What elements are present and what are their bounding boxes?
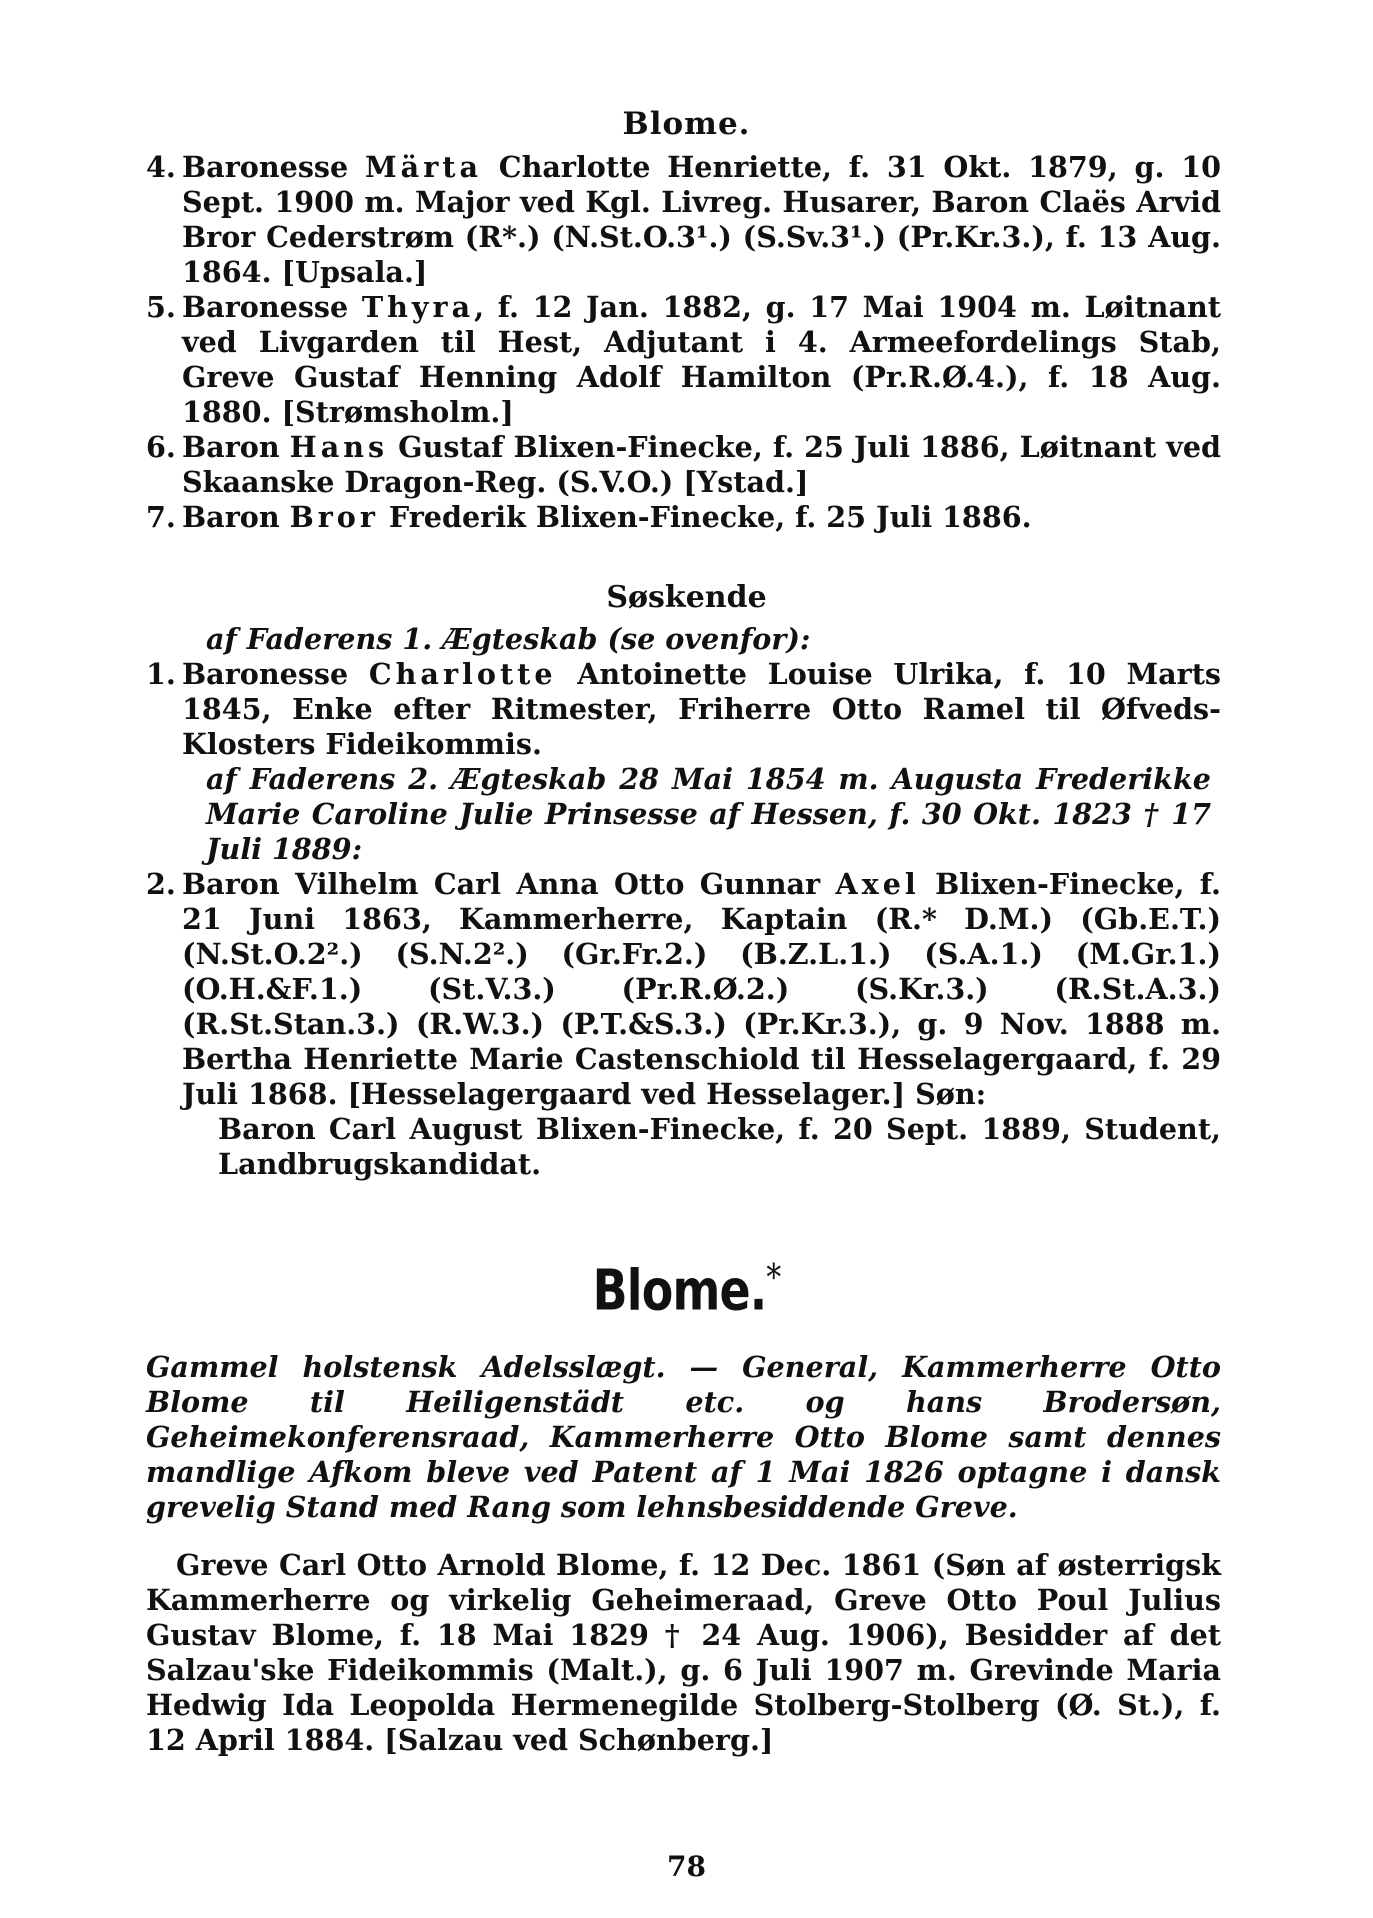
entry-text: Blixen-Finecke, f. 21 Juni 1863, Kammerherre, Kaptain (R.* D.M.) (Gb.E.T.) (N.St.O.2².) (S.N.2².) (Gr.Fr.2.) (B.Z.L.1.) (S.A.1.) (M.Gr.1.) (O.H.&F.1.) (St.V.3.) (Pr.R.Ø.2.) (S.Kr.3.) (R.St.A.3.) (R.St.Stan.3.) (R.W.3.) (P.T.&S.3.) (Pr.Kr.3.), g. 9 Nov. 1888 m. Bertha Henriette Marie Castenschiold til Hesselagergaard, f. 29 Juli 1868. [Hesselagergaard ved Hesselager.] Søn: xyxy=(182,867,1221,1111)
entry-text: Baron Vilhelm Carl Anna Otto Gunnar xyxy=(182,867,836,901)
sibling-entry-2 xyxy=(146,867,1221,1112)
entry-number: 7. xyxy=(146,500,176,534)
section-title-text: Blome. xyxy=(592,1258,767,1324)
spaced-name: Hans xyxy=(289,430,389,464)
entry-text: Baronesse xyxy=(182,657,369,691)
child-entry-5 xyxy=(146,290,1221,430)
section-title-asterisk: * xyxy=(766,1258,781,1299)
second-marriage-note: af Faderens 2. Ægteskab 28 Mai 1854 m. Augusta Frederikke Marie Caroline Julie Prinsesse af Hessen, f. 30 Okt. 1823 † 17 Juli 1889: xyxy=(206,762,1211,866)
first-marriage-note: af Faderens 1. Ægteskab (se ovenfor): xyxy=(206,622,811,656)
entry-number: 6. xyxy=(146,430,176,464)
spaced-name: Charlotte xyxy=(368,657,557,691)
entry-text: Baron xyxy=(182,500,290,534)
children-list xyxy=(146,150,1221,535)
entry-number: 5. xyxy=(146,290,176,324)
child-entry-4 xyxy=(146,150,1221,290)
child-entry-7 xyxy=(146,500,1221,535)
entry-text: Charlotte Henriette, f. 31 Okt. 1879, g. 10 Sept. 1900 m. Major ved Kgl. Livreg. Husarer, Baron Claës Arvid Bror Cederstrøm (R*.) (N.St.O.3¹.) (S.Sv.3¹.) (Pr.Kr.3.), f. 13 Aug. 1864. [Upsala.] xyxy=(182,150,1222,289)
spaced-name: Axel xyxy=(835,867,920,901)
page-number: 78 xyxy=(667,1850,706,1883)
entry-text: Frederik Blixen-Finecke, f. 25 Juli 1886. xyxy=(378,500,1032,534)
entry-text: Antoinette Louise Ulrika, f. 10 Marts 1845, Enke efter Ritmester, Friherre Otto Ramel til Øfveds-Klosters Fideikommis. xyxy=(182,657,1221,761)
entry-number: 2. xyxy=(146,867,176,901)
entry-text: Baronesse xyxy=(182,150,366,184)
entry-text: Gustaf Blixen-Finecke, f. 25 Juli 1886, Løitnant ved Skaanske Dragon-Reg. (S.V.O.) [Ystad.] xyxy=(182,430,1222,499)
siblings-list xyxy=(146,622,1221,1182)
main-paragraph: Greve Carl Otto Arnold Blome, f. 12 Dec. 1861 (Søn af østerrigsk Kammerherre og virkelig Geheimeraad, Greve Otto Poul Julius Gustav Blome, f. 18 Mai 1829 † 24 Aug. 1906), Besidder af det Salzau'ske Fideikommis (Malt.), g. 6 Juli 1907 m. Grevinde Maria Hedwig Ida Leopolda Hermenegilde Stolberg-Stolberg (Ø. St.), f. 12 April 1884. [Salzau ved Schønberg.] xyxy=(146,1548,1221,1757)
sibling-entry-1 xyxy=(146,657,1221,762)
running-head: Blome. xyxy=(622,106,751,142)
entry-number: 4. xyxy=(146,150,176,184)
entry-number: 1. xyxy=(146,657,176,691)
spaced-name: Thyra xyxy=(361,290,475,324)
spaced-name: Märta xyxy=(365,150,482,184)
entry-text: Baronesse xyxy=(182,290,362,324)
siblings-heading: Søskende xyxy=(606,580,767,615)
section-intro: Gammel holstensk Adelsslægt. — General, Kammerherre Otto Blome til Heiligenstädt etc. og hans Brodersøn, Geheimekonferensraad, Kammerherre Otto Blome samt dennes mandlige Afkom bleve ved Patent af 1 Mai 1826 optagne i dansk grevelig Stand med Rang som lehnsbesiddende Greve. xyxy=(146,1350,1221,1524)
entry-text: Baron xyxy=(182,430,290,464)
section-title xyxy=(124,1258,1250,1324)
child-entry-6 xyxy=(146,430,1221,500)
entry-text: , f. 12 Jan. 1882, g. 17 Mai 1904 m. Løitnant ved Livgarden til Hest, Adjutant i 4. Armeefordelings Stab, Greve Gustaf Henning Adolf Hamilton (Pr.R.Ø.4.), f. 18 Aug. 1880. [Strømsholm.] xyxy=(182,290,1221,429)
spaced-name: Bror xyxy=(289,500,379,534)
grandson-entry: Baron Carl August Blixen-Finecke, f. 20 Sept. 1889, Student, Landbrugskandidat. xyxy=(218,1112,1221,1181)
